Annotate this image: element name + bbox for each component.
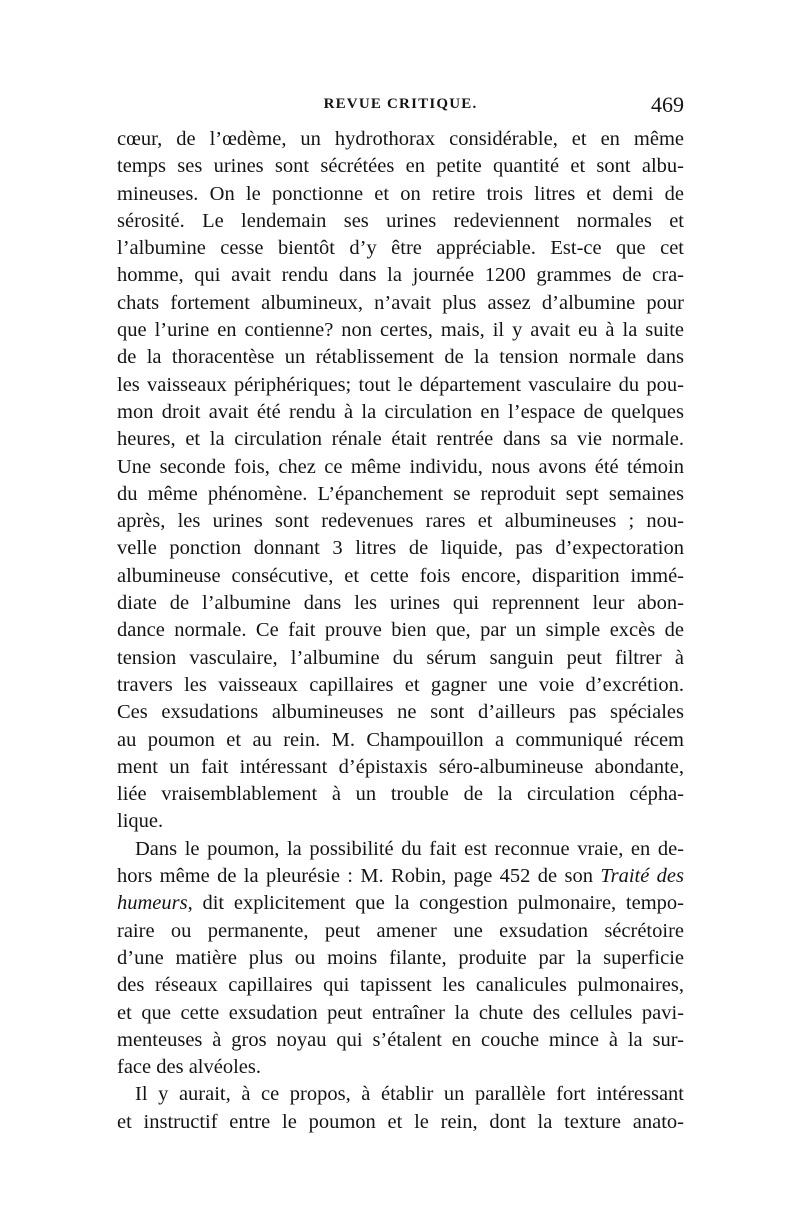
text-line: Dans le poumon, la possibilité du fait est reconnue vraie, en de- bbox=[135, 837, 684, 860]
text-line: face des alvéoles. bbox=[117, 1056, 261, 1079]
text-line bbox=[117, 863, 684, 890]
page-number: 469 bbox=[651, 92, 684, 117]
text-line: raire ou permanente, peut amener une exsudation sécrétoire bbox=[117, 919, 684, 942]
text-line: au poumon et au rein. M. Champouillon a communiqué récem bbox=[117, 728, 684, 751]
body-text bbox=[117, 126, 684, 1136]
text-line: sérosité. Le lendemain ses urines redeviennent normales et bbox=[117, 209, 684, 232]
text-line: mon droit avait été rendu à la circulation en l’espace de quelques bbox=[117, 400, 684, 423]
text-line: dance normale. Ce fait prouve bien que, par un simple excès de bbox=[117, 619, 684, 642]
text-span: hors même de la pleurésie : M. Robin, page 452 de son bbox=[117, 865, 593, 888]
text-line: l’albumine cesse bientôt d’y être appréciable. Est-ce que cet bbox=[117, 237, 684, 260]
text-line: de la thoracentèse un rétablissement de la tension normale dans bbox=[117, 346, 684, 369]
text-line: temps ses urines sont sécrétées en petite quantité et sont albu- bbox=[117, 155, 684, 178]
text-line: velle ponction donnant 3 litres de liquide, pas d’expectoration bbox=[117, 537, 684, 560]
italic-title: Traité des bbox=[600, 865, 684, 888]
text-line: homme, qui avait rendu dans la journée 1200 grammes de cra- bbox=[117, 264, 684, 287]
text-line: des réseaux capillaires qui tapissent les canalicules pulmonaires, bbox=[117, 974, 684, 997]
text-line: Une seconde fois, chez ce même individu, nous avons été témoin bbox=[117, 455, 684, 478]
text-line: liée vraisemblablement à un trouble de la circulation cépha- bbox=[117, 783, 684, 806]
text-line: que l’urine en contienne? non certes, mais, il y avait eu à la suite bbox=[117, 319, 684, 342]
text-line: lique. bbox=[117, 810, 164, 833]
text-line: d’une matière plus ou moins filante, produite par la superficie bbox=[117, 946, 684, 969]
text-line: et instructif entre le poumon et le rein, dont la texture anato- bbox=[117, 1110, 684, 1133]
text-line: menteuses à gros noyau qui s’étalent en couche mince à la sur- bbox=[117, 1028, 684, 1051]
text-line: et que cette exsudation peut entraîner la chute des cellules pavi- bbox=[117, 1001, 684, 1024]
text-line: ment un fait intéressant d’épistaxis séro-albumineuse abondante, bbox=[117, 755, 684, 778]
running-head bbox=[117, 92, 684, 120]
text-line: mineuses. On le ponctionne et on retire trois litres et demi de bbox=[117, 182, 684, 205]
text-line: du même phénomène. L’épanchement se reproduit sept semaines bbox=[117, 482, 684, 505]
text-line: chats fortement albumineux, n’avait plus assez d’albumine pour bbox=[117, 291, 684, 314]
italic-title: humeurs bbox=[117, 892, 188, 915]
text-line: cœur, de l’œdème, un hydrothorax considérable, et en même bbox=[117, 128, 684, 150]
text-line: tension vasculaire, l’albumine du sérum sanguin peut filtrer à bbox=[117, 646, 684, 669]
text-line: heures, et la circulation rénale était rentrée dans sa vie normale. bbox=[117, 428, 684, 451]
text-line: diate de l’albumine dans les urines qui reprennent leur abon- bbox=[117, 592, 684, 615]
text-line: Ces exsudations albumineuses ne sont d’ailleurs pas spéciales bbox=[117, 701, 684, 724]
text-line: albumineuse consécutive, et cette fois encore, disparition immé- bbox=[117, 564, 684, 587]
text-line: Il y aurait, à ce propos, à établir un parallèle fort intéressant bbox=[135, 1083, 684, 1106]
running-title: REVUE CRITIQUE. bbox=[323, 96, 478, 112]
text-span: , dit explicitement que la congestion pulmonaire, tempo- bbox=[187, 892, 684, 915]
text-line: travers les vaisseaux capillaires et gagner une voie d’excrétion. bbox=[117, 673, 684, 696]
text-line bbox=[117, 890, 684, 917]
text-line: après, les urines sont redevenues rares et albumineuses ; nou- bbox=[117, 510, 684, 533]
text-line: les vaisseaux périphériques; tout le département vasculaire du pou- bbox=[117, 373, 684, 396]
